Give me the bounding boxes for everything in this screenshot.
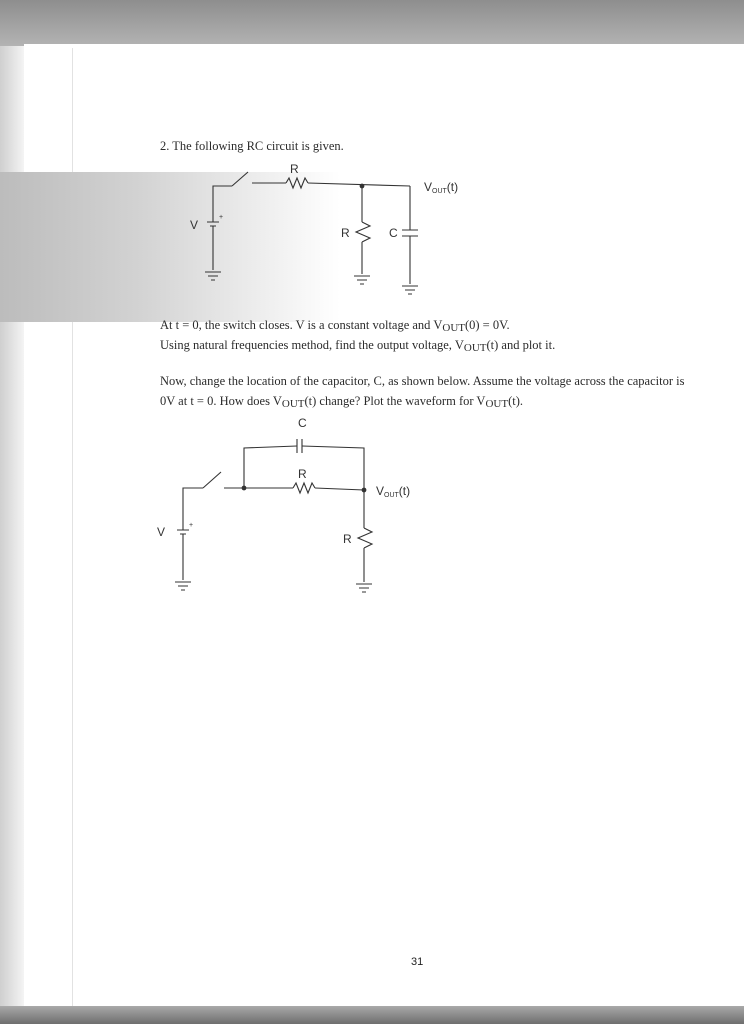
c2-series-resistor-label: R <box>298 467 307 481</box>
c1-shunt-resistor-label: R <box>341 226 350 240</box>
c1-ground-capacitor <box>402 286 418 294</box>
c2-wire-cap-left <box>244 446 297 488</box>
c2-switch <box>203 472 221 488</box>
c2-source-label: V <box>157 525 166 539</box>
c1-wire-source-top <box>213 186 232 212</box>
problem-heading: 2. The following RC circuit is given. <box>160 139 344 153</box>
c1-plus-label: + <box>219 214 224 221</box>
c1-series-resistor <box>286 178 308 188</box>
circuit-1 <box>205 172 418 294</box>
c2-capacitor-label: C <box>298 416 307 430</box>
c2-capacitor <box>297 439 302 453</box>
c2-shunt-resistor-label: R <box>343 532 352 546</box>
c2-series-resistor <box>293 483 315 493</box>
paragraph-1-line-2: Using natural frequencies method, find the output voltage, VOUT(t) and plot it. <box>160 338 556 354</box>
c2-node-out <box>362 488 367 493</box>
c1-capacitor <box>402 230 418 236</box>
c1-vout-label: VOUT(t) <box>424 180 459 195</box>
c1-battery <box>207 222 219 226</box>
c1-source-label: V <box>190 218 199 232</box>
c2-battery <box>177 530 189 534</box>
c1-capacitor-label: C <box>389 226 398 240</box>
c2-shunt-resistor <box>358 528 372 548</box>
paragraph-1-line-1: At t = 0, the switch closes. V is a constant voltage and VOUT(0) = 0V. <box>160 318 510 334</box>
c1-node <box>360 184 365 189</box>
paragraph-2-line-1: Now, change the location of the capacitor, C, as shown below. Assume the voltage across the capacitor is <box>160 374 685 388</box>
c2-ground-resistor <box>356 584 372 592</box>
circuit-2 <box>175 439 372 592</box>
page-number: 31 <box>411 956 424 968</box>
c1-switch <box>232 172 248 186</box>
c1-ground-source <box>205 272 221 280</box>
c2-node-left <box>242 486 247 491</box>
paragraph-2-line-2: 0V at t = 0. How does VOUT(t) change? Plot the waveform for VOUT(t). <box>160 394 523 410</box>
c1-ground-resistor <box>354 276 370 284</box>
c2-plus-label: + <box>189 522 194 529</box>
c1-wire-top <box>308 183 410 186</box>
c2-vout-label: VOUT(t) <box>376 484 411 499</box>
c1-shunt-resistor <box>356 222 370 242</box>
c1-series-resistor-label: R <box>290 162 299 176</box>
c2-wire-r-to-out <box>315 488 364 490</box>
c2-ground-source <box>175 582 191 590</box>
c2-wire-source-top <box>183 488 203 524</box>
